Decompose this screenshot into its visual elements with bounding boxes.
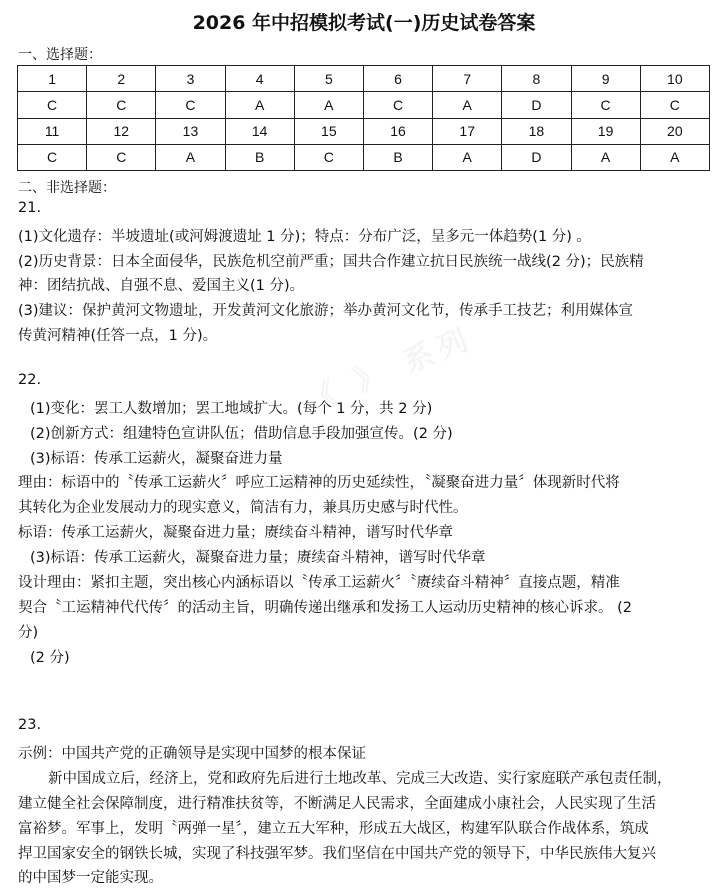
q22-number: 22. [18, 372, 42, 388]
q23-line-4: 富裕梦。军事上，发明〝两弹一星〞，建立五大军种，形成五大战区，构建军队联合作战体系，筑成 [18, 821, 649, 837]
answer-cell: D [502, 144, 571, 170]
q23-line-6: 的中国梦一定能实现。 [18, 870, 163, 886]
question-number-cell: 9 [571, 66, 640, 92]
q22-line-7: (3)标语：传承工运薪火，凝聚奋进力量；赓续奋斗精神，谱写时代华章 [30, 550, 486, 566]
question-number-row [18, 118, 710, 144]
question-number-cell: 8 [502, 66, 571, 92]
answer-row [18, 144, 710, 170]
q21-line-2: (2)历史背景：日本全面侵华，民族危机空前严重；国共合作建立抗日民族统一战线(2 分)；民族精 [18, 254, 644, 270]
answer-cell: C [363, 92, 432, 118]
answer-cell: C [571, 92, 640, 118]
q23-line-1: 示例：中国共产党的正确领导是实现中国梦的根本保证 [18, 746, 366, 762]
q22-line-10: 分) [18, 625, 39, 641]
answer-cell: A [294, 92, 363, 118]
q22-line-2: (2)创新方式：组建特色宣讲队伍；借助信息手段加强宣传。(2 分) [30, 426, 453, 442]
question-number-cell: 10 [640, 66, 709, 92]
question-number-row [18, 66, 710, 92]
question-number-cell: 7 [433, 66, 502, 92]
answer-cell: A [225, 92, 294, 118]
answer-cell: C [156, 92, 225, 118]
answer-cell: C [87, 144, 156, 170]
question-number-cell: 5 [294, 66, 363, 92]
q23-line-3: 建立健全社会保障制度，进行精准扶贫等，不断满足人民需求，全面建成小康社会，人民实现了生活 [18, 796, 656, 812]
q21-line-4: (3)建议：保护黄河文物遗址，开发黄河文化旅游；举办黄河文化节，传承手工技艺；利用媒体宣 [18, 303, 634, 319]
answer-table [17, 65, 710, 171]
q23-line-2: 新中国成立后，经济上，党和政府先后进行土地改革、完成三大改造、实行家庭联产承包责任制， [48, 771, 672, 787]
question-number-cell: 11 [18, 118, 87, 144]
question-number-cell: 3 [156, 66, 225, 92]
question-number-cell: 19 [571, 118, 640, 144]
q23-number: 23. [18, 717, 42, 733]
answer-cell: A [433, 92, 502, 118]
page-title: 2026 年中招模拟考试(一)历史试卷答案 [192, 12, 536, 34]
q22-line-11: (2 分) [30, 650, 70, 666]
q22-line-1: (1)变化：罢工人数增加；罢工地域扩大。(每个 1 分，共 2 分) [30, 401, 433, 417]
section-choice-heading: 一、选择题： [18, 47, 102, 63]
answer-cell: D [502, 92, 571, 118]
question-number-cell: 1 [18, 66, 87, 92]
question-number-cell: 14 [225, 118, 294, 144]
q22-line-3: (3)标语：传承工运薪火，凝聚奋进力量 [30, 451, 283, 467]
answer-cell: C [18, 92, 87, 118]
answer-cell: A [433, 144, 502, 170]
question-number-cell: 12 [87, 118, 156, 144]
answer-row [18, 92, 710, 118]
q21-line-3: 神：团结抗战、自强不息、爱国主义(1 分)。 [18, 278, 305, 294]
answer-cell: B [225, 144, 294, 170]
question-number-cell: 20 [640, 118, 709, 144]
answer-cell: A [156, 144, 225, 170]
q22-line-9: 契合〝工运精神代代传〞的活动主旨，明确传递出继承和发扬工人运动历史精神的核心诉求。 (2 [18, 600, 632, 616]
answer-cell: C [640, 92, 709, 118]
question-number-cell: 2 [87, 66, 156, 92]
q21-line-5: 传黄河精神(任答一点，1 分)。 [18, 328, 218, 344]
q21-number: 21. [18, 200, 42, 216]
answer-cell: C [18, 144, 87, 170]
section-nonchoice-heading: 二、非选择题： [18, 180, 116, 196]
question-number-cell: 6 [363, 66, 432, 92]
answer-cell: B [363, 144, 432, 170]
q23-line-5: 捍卫国家安全的钢铁长城，实现了科技强军梦。我们坚信在中国共产党的领导下，中华民族伟大复兴 [18, 846, 656, 862]
question-number-cell: 15 [294, 118, 363, 144]
question-number-cell: 16 [363, 118, 432, 144]
question-number-cell: 13 [156, 118, 225, 144]
answer-cell: A [571, 144, 640, 170]
answer-cell: C [87, 92, 156, 118]
q21-line-1: (1)文化遗存：半坡遗址(或河姆渡遗址 1 分)；特点：分布广泛，呈多元一体趋势(1 分) 。 [18, 229, 592, 245]
q22-line-5: 其转化为企业发展动力的现实意义，简洁有力，兼具历史感与时代性。 [18, 500, 468, 516]
question-number-cell: 17 [433, 118, 502, 144]
question-number-cell: 4 [225, 66, 294, 92]
answer-cell: A [640, 144, 709, 170]
q22-line-8: 设计理由：紧扣主题，突出核心内涵标语以〝传承工运薪火〞〝赓续奋斗精神〞直接点题，精准 [18, 575, 620, 591]
q22-line-4: 理由：标语中的〝传承工运薪火〞呼应工运精神的历史延续性，〝凝聚奋进力量〞体现新时代将 [18, 475, 620, 491]
question-number-cell: 18 [502, 118, 571, 144]
q22-line-6: 标语：传承工运薪火，凝聚奋进力量；赓续奋斗精神，谱写时代华章 [18, 525, 453, 541]
answer-cell: C [294, 144, 363, 170]
